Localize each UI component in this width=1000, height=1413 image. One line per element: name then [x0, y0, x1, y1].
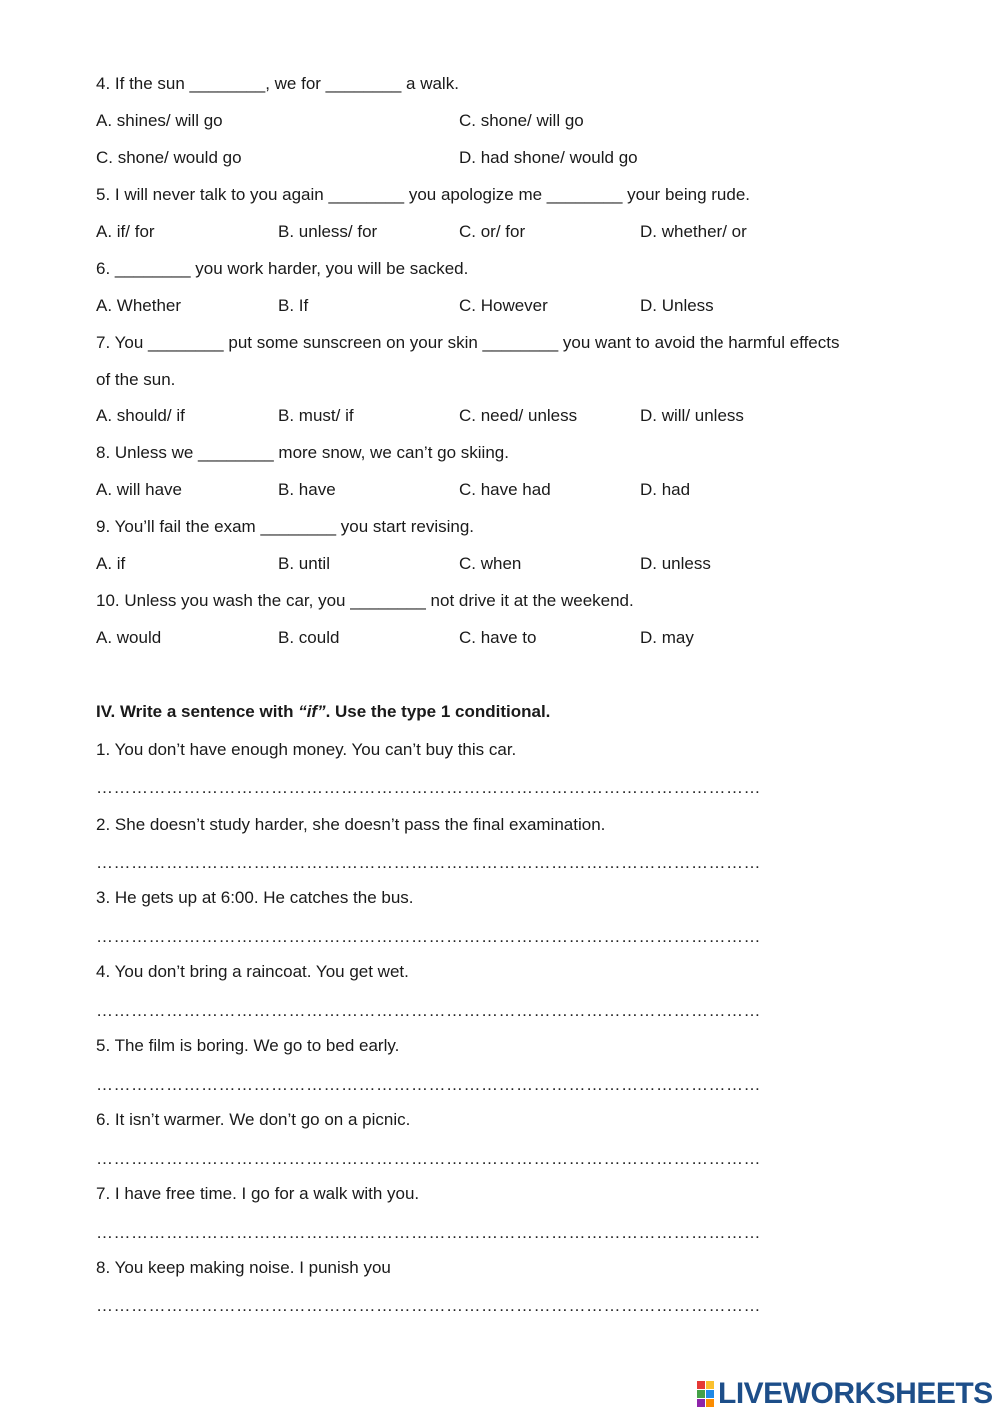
option: C. However [459, 296, 548, 315]
option: B. could [278, 628, 340, 647]
exercise-item-2: 2. She doesn’t study harder, she doesn’t pass the final examination. [96, 815, 606, 834]
option: D. will/ unless [640, 406, 744, 425]
heading-text: . Use the type 1 conditional. [325, 702, 551, 721]
option: D. had [640, 480, 691, 499]
exercise-item-6: 6. It isn’t warmer. We don’t go on a picnic. [96, 1110, 411, 1129]
option: C. have to [459, 628, 537, 647]
answer-line-8[interactable]: …………………………………………………………………………………………………… [96, 1296, 761, 1315]
option: A. will have [96, 480, 182, 499]
option: B. have [278, 480, 336, 499]
question-stem: 10. Unless you wash the car, you ________ not drive it at the weekend. [96, 591, 634, 610]
logo-square [706, 1399, 714, 1407]
question-stem: 6. ________ you work harder, you will be sacked. [96, 259, 469, 278]
question-stem: 5. I will never talk to you again ________ you apologize me ________ your being rude. [96, 185, 751, 204]
option: A. if/ for [96, 222, 155, 241]
option: C. need/ unless [459, 406, 578, 425]
logo-square [697, 1399, 705, 1407]
option: B. If [278, 296, 309, 315]
question-stem: 8. Unless we ________ more snow, we can’t go skiing. [96, 443, 509, 462]
question-stem: 4. If the sun ________, we for ________ a walk. [96, 74, 459, 93]
question-stem: 9. You’ll fail the exam ________ you start revising. [96, 517, 475, 536]
exercise-item-5: 5. The film is boring. We go to bed early. [96, 1036, 400, 1055]
option: A. Whether [96, 296, 182, 315]
option: D. may [640, 628, 694, 647]
option: C. have had [459, 480, 551, 499]
option: D. Unless [640, 296, 714, 315]
option: C. when [459, 554, 522, 573]
exercise-item-4: 4. You don’t bring a raincoat. You get wet. [96, 962, 409, 981]
option: D. whether/ or [640, 222, 747, 241]
logo-square [706, 1381, 714, 1389]
answer-line-7[interactable]: …………………………………………………………………………………………………… [96, 1223, 761, 1242]
option: C. shone/ would go [96, 148, 242, 167]
answer-line-2[interactable]: …………………………………………………………………………………………………… [96, 853, 761, 872]
exercise-item-1: 1. You don’t have enough money. You can’t buy this car. [96, 740, 517, 759]
exercise-item-7: 7. I have free time. I go for a walk with you. [96, 1184, 420, 1203]
option: B. unless/ for [278, 222, 378, 241]
option: B. must/ if [278, 406, 354, 425]
heading-text: IV. Write a sentence with [96, 702, 299, 721]
option: C. or/ for [459, 222, 526, 241]
liveworksheets-logo[interactable] [697, 1376, 993, 1412]
exercise-item-3: 3. He gets up at 6:00. He catches the bus. [96, 888, 414, 907]
logo-square [706, 1390, 714, 1398]
option: B. until [278, 554, 330, 573]
section-heading [96, 701, 550, 723]
option: A. would [96, 628, 162, 647]
logo-square [697, 1381, 705, 1389]
answer-line-1[interactable]: …………………………………………………………………………………………………… [96, 778, 761, 797]
logo-icon [697, 1381, 714, 1407]
heading-if: “if” [298, 702, 326, 721]
answer-line-4[interactable]: …………………………………………………………………………………………………… [96, 1001, 761, 1020]
question-stem: 7. You ________ put some sunscreen on your skin ________ you want to avoid the harmful effects [96, 333, 840, 352]
exercise-item-8: 8. You keep making noise. I punish you [96, 1258, 391, 1277]
question-stem-continued: of the sun. [96, 370, 176, 389]
option: D. had shone/ would go [459, 148, 638, 167]
logo-text: LIVEWORKSHEETS [718, 1377, 993, 1410]
answer-line-3[interactable]: …………………………………………………………………………………………………… [96, 927, 761, 946]
logo-square [697, 1390, 705, 1398]
option: A. if [96, 554, 126, 573]
option: D. unless [640, 554, 711, 573]
option: C. shone/ will go [459, 111, 584, 130]
option: A. should/ if [96, 406, 185, 425]
answer-line-6[interactable]: …………………………………………………………………………………………………… [96, 1149, 761, 1168]
option: A. shines/ will go [96, 111, 223, 130]
answer-line-5[interactable]: …………………………………………………………………………………………………… [96, 1075, 761, 1094]
